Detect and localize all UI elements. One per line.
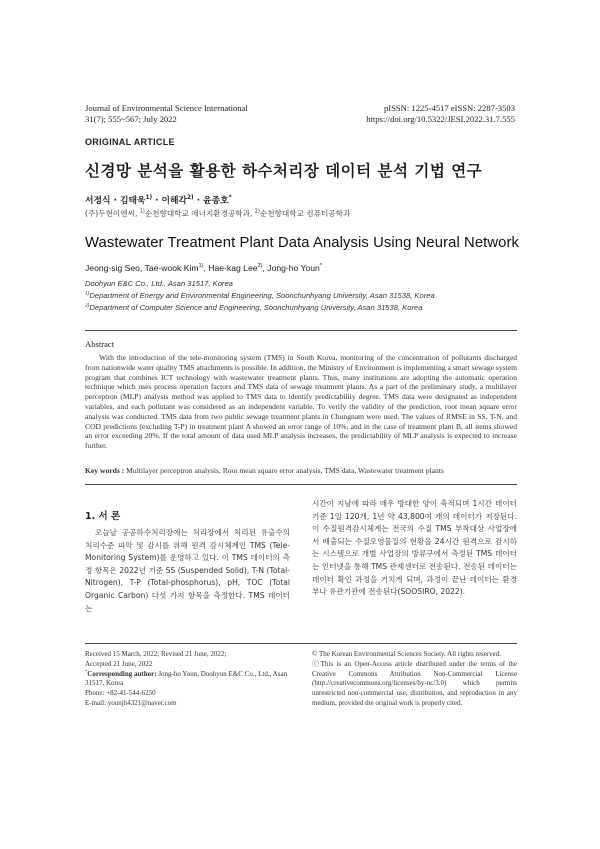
korean-affiliations: (주)두현이엔씨, $^{1)}$순천향대학교 에너지환경공학과, $^{2)}$순천향대학교 컴퓨터공학과 bbox=[85, 208, 351, 218]
keywords-label: Key words : bbox=[85, 466, 127, 475]
footnote-left bbox=[85, 650, 290, 709]
footnote-rule bbox=[85, 643, 517, 644]
korean-authors: 서정식 · 김태욱$^{1)}$ · 이해각$^{2)}$ · 윤종호* bbox=[85, 195, 232, 206]
english-author: Hae-kag Lee bbox=[208, 263, 258, 273]
accepted-date: Accepted 21 June, 2022 bbox=[85, 659, 153, 668]
corresponding-author: *Corresponding author: Jong-ho Youn, Doohyun E&C Co., Ltd., Asan 31517, Korea bbox=[85, 668, 288, 688]
korean-title: 신경망 분석을 활용한 하수처리장 데이터 분석 기법 연구 bbox=[85, 162, 483, 180]
abstract-top-rule bbox=[85, 330, 517, 331]
english-authors: Jeong-sig Seo, Tae-wook Kim$^{1)}$, Hae-kag Lee$^{2)}$, Jong-ho Youn* bbox=[85, 263, 323, 273]
copyright: © The Korean Environmental Sciences Society. All rights reserved. bbox=[312, 650, 502, 658]
english-author: Jeong-sig Seo bbox=[85, 263, 140, 273]
article-type: ORIGINAL ARTICLE bbox=[85, 137, 175, 147]
body-column-left: 오늘날 공공하수처리장에는 처리장에서 처리된 유출수의 처리수준 파악 및 감시를 위해 원격 감시체계인 TMS (Tele-Monitoring System)를 운영하고 있다. 이 TMS 데이터의 측정 항목은 2022년 기준 SS (Suspended Solid), T-N (Total-Nitrogen), T-P (Total-phosphorus), pH, TOC (Total Organic Carbon) 다섯 가지 항목을 측정한다. TMS 데이터는 bbox=[85, 528, 290, 613]
doi-link[interactable]: https://doi.org/10.5322/JESI.2022.31.7.555 bbox=[366, 114, 515, 124]
affiliation-line: Doohyun E&C Co., Ltd., Asan 31517, Korea bbox=[85, 279, 233, 288]
phone: Phone: +82-41-544-6250 bbox=[85, 689, 156, 698]
journal-volume: 31(7); 555~567; July 2022 bbox=[85, 114, 177, 124]
footnote-right bbox=[312, 650, 517, 709]
english-affiliations bbox=[85, 278, 435, 314]
journal-name: Journal of Environmental Science International bbox=[85, 103, 248, 113]
journal-info bbox=[85, 103, 248, 125]
abstract-bottom-rule bbox=[85, 484, 517, 485]
korean-author: 이해각 bbox=[161, 196, 188, 206]
korean-author: 서정식 bbox=[85, 196, 111, 206]
doi-info bbox=[366, 103, 515, 125]
korean-author: 김태욱 bbox=[119, 196, 146, 206]
section-heading: 1. 서 론 bbox=[85, 511, 121, 522]
received-dates: Received 15 March, 2022; Revised 21 June, 2022; bbox=[85, 650, 227, 658]
abstract-heading: Abstract bbox=[85, 339, 115, 349]
english-author: Tae-wook Kim bbox=[144, 263, 199, 273]
affiliation-line: $^{2)}$Department of Computer Science and Engineering, Soonchunhyang University, Asan 31538, Korea bbox=[85, 303, 423, 312]
affiliation-line: $^{1)}$Department of Energy and Environmental Engineering, Soonchunhyang University, Asan 31538, Korea bbox=[85, 291, 435, 300]
license: ⓒThis is an Open-Access article distributed under the terms of the Creative Commons Attribution Non-Commercial License (http://creativecommons.org/licenses/by-nc/3.0) which permits unrestricted non-commercial use, distribution, and reproduction in any medium, provided the original work is properly cited. bbox=[312, 659, 517, 707]
english-title: Wastewater Treatment Plant Data Analysis Using Neural Network bbox=[85, 235, 520, 251]
english-author: Jong-ho Youn bbox=[267, 263, 320, 273]
body-column-right: 시간이 지남에 따라 매우 방대한 양이 축적되며 1시간 데이터 기준 1일 120개, 1년 약 43,800여 개의 데이터가 저장된다. 이 수질원격감시체계는 전국의 수질 TMS 부착대상 사업장에서 배출되는 수질오염물질의 현황을 24시간 원격으로 감시하는 시스템으로 개별 사업장의 방류구에서 측정된 TMS 데이터는 인터넷을 통해 TMS 관제센터로 전송된다. 전송된 데이터는 데이터 확인 과정을 거치게 되며, 과정이 끝난 데이터는 환경부나 유관기관에 전송된다(SOOSIRO, 2022). bbox=[312, 499, 517, 597]
korean-author: 윤종호 bbox=[203, 196, 229, 206]
keywords-list: Multilayer perceptron analysis, Root mean square error analysis, TMS data, Wastewater treatment plants bbox=[126, 466, 444, 475]
keywords bbox=[85, 466, 517, 475]
issn: pISSN: 1225-4517 eISSN: 2287-3503 bbox=[383, 103, 515, 113]
email[interactable]: E-mail: younjh4321@naver.com bbox=[85, 698, 177, 707]
abstract-body: With the introduction of the tele-monitoring system (TMS) in South Korea, monitoring of the concentration of pollutants discharged from nationwide water quality TMS attachments is possible. In addition, the Ministry of Environment is implementing a smart sewage system program that combines ICT technology with wastewater treatment plants. Thus, many institutions are adopting the automatic operation technique which uses process operation factors and TMS data of sewage treatment plants. As a part of the preliminary study, a multilayer perceptron (MLP) analysis method was applied to TMS data to identify predictability degree. TMS data were designated as independent variables, and each pollutant was considered as an independent variable. To verify the validity of the prediction, root mean square error analysis was conducted. TMS data from two public sewage treatment plants in Chungnam were used. The values of RMSE in SS, T-N, and COD predictions (excluding T-P) in treatment plant A showed an error range of 10%, and in the case of treatment plant B, all items showed an error exceeding 20%. If the total amount of data used MLP analysis increases, the predictability of MLP analysis is expected to increase further. bbox=[85, 353, 517, 451]
